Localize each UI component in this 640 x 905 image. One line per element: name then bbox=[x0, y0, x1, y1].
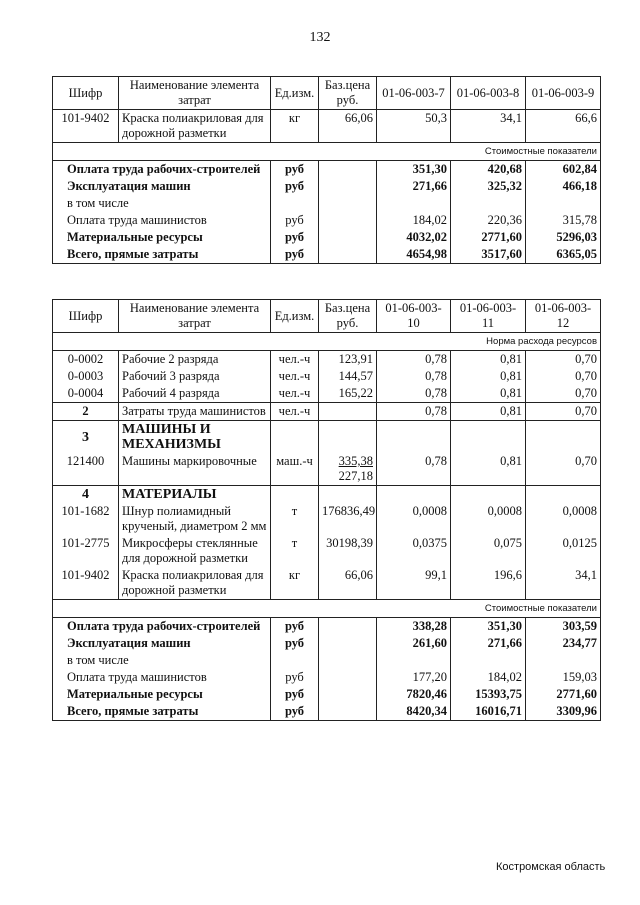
header-cell: Шифр bbox=[53, 77, 119, 110]
resource-table-1 bbox=[52, 76, 601, 264]
header-cell: 01-06-003-8 bbox=[451, 77, 526, 110]
header-cell: 01-06-003-9 bbox=[526, 77, 601, 110]
section-label-row: Норма расхода ресурсов bbox=[53, 333, 601, 351]
table-row: 121400 Машины маркировочные маш.-ч 335,38 227,18 0,78 0,81 0,70 bbox=[53, 453, 601, 486]
table-row: 101-1682 Шнур полиамидный крученый, диаметром 2 мм т 176836,49 0,0008 0,0008 0,0008 bbox=[53, 503, 601, 535]
header-row bbox=[53, 300, 601, 333]
table-row: 101-9402 Краска полиакриловая для дорожной разметки кг 66,06 99,1 196,6 34,1 bbox=[53, 567, 601, 600]
table-row: 0-0004 Рабочий 4 разряда чел.-ч 165,22 0,78 0,81 0,70 bbox=[53, 385, 601, 403]
page-number: 132 bbox=[309, 30, 331, 45]
section-label-row: Стоимостные показатели bbox=[53, 600, 601, 618]
header-row bbox=[53, 77, 601, 110]
header-cell: Баз.цена руб. bbox=[319, 300, 377, 333]
table-row: в том числе bbox=[53, 195, 601, 212]
table-row: Оплата труда рабочих-строителей руб 338,28 351,30 303,59 bbox=[53, 618, 601, 636]
footer-region: Костромская область bbox=[496, 861, 606, 873]
header-cell: Наименование элемента затрат bbox=[119, 300, 271, 333]
table-row: 0-0002 Рабочие 2 разряда чел.-ч 123,91 0,78 0,81 0,70 bbox=[53, 351, 601, 369]
table-row: Эксплуатация машин руб 271,66 325,32 466,18 bbox=[53, 178, 601, 195]
header-cell: Баз.цена руб. bbox=[319, 77, 377, 110]
table-row: Материальные ресурсы руб 4032,02 2771,60 5296,03 bbox=[53, 229, 601, 246]
table-row: Эксплуатация машин руб 261,60 271,66 234,77 bbox=[53, 635, 601, 652]
header-cell: Ед.изм. bbox=[271, 77, 319, 110]
header-cell: Шифр bbox=[53, 300, 119, 333]
table-row: Всего, прямые затраты руб 8420,34 16016,71 3309,96 bbox=[53, 703, 601, 721]
table-row: Оплата труда машинистов руб 184,02 220,36 315,78 bbox=[53, 212, 601, 229]
machine-price-bottom: 227,18 bbox=[338, 469, 373, 483]
table-row: 101-9402 Краска полиакриловая для дорожной разметки кг 66,06 50,3 34,1 66,6 bbox=[53, 110, 601, 143]
machine-price-top: 335,38 bbox=[338, 454, 373, 468]
table-row: 101-2775 Микросферы стеклянные для дорожной разметки т 30198,39 0,0375 0,075 0,0125 bbox=[53, 535, 601, 567]
table-row: 2 Затраты труда машинистов чел.-ч 0,78 0,81 0,70 bbox=[53, 403, 601, 421]
header-cell: Наименование элемента затрат bbox=[119, 77, 271, 110]
header-cell: 01-06-003-7 bbox=[377, 77, 451, 110]
section-row: 4 МАТЕРИАЛЫ bbox=[53, 486, 601, 504]
section-row: 3 МАШИНЫ И МЕХАНИЗМЫ bbox=[53, 421, 601, 454]
section-label-row: Стоимостные показатели bbox=[53, 143, 601, 161]
table-row: Оплата труда машинистов руб 177,20 184,02 159,03 bbox=[53, 669, 601, 686]
table-row: Оплата труда рабочих-строителей руб 351,30 420,68 602,84 bbox=[53, 161, 601, 179]
table-row: в том числе bbox=[53, 652, 601, 669]
header-cell: 01-06-003-11 bbox=[451, 300, 526, 333]
resource-table-2 bbox=[52, 299, 601, 721]
header-cell: Ед.изм. bbox=[271, 300, 319, 333]
header-cell: 01-06-003-12 bbox=[526, 300, 601, 333]
table-row: 0-0003 Рабочий 3 разряда чел.-ч 144,57 0,78 0,81 0,70 bbox=[53, 368, 601, 385]
header-cell: 01-06-003-10 bbox=[377, 300, 451, 333]
table-row: Всего, прямые затраты руб 4654,98 3517,60 6365,05 bbox=[53, 246, 601, 264]
table-row: Материальные ресурсы руб 7820,46 15393,75 2771,60 bbox=[53, 686, 601, 703]
